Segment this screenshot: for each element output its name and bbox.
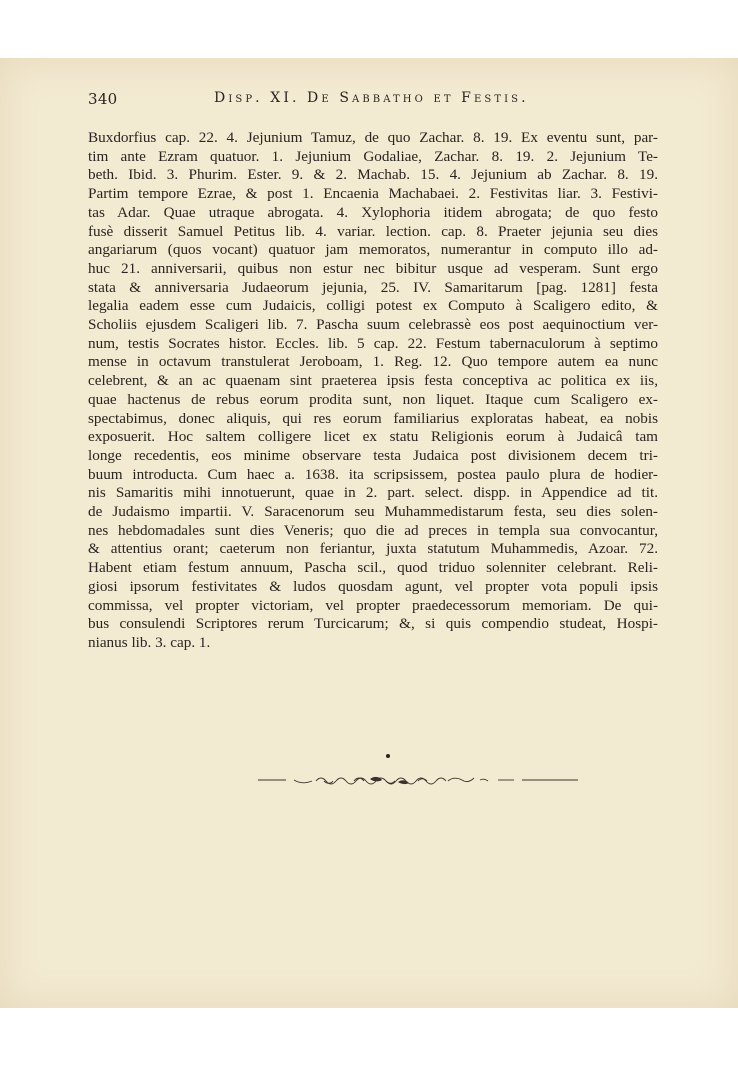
text-line: mense in octavum transtulerat Jeroboam, 1. Reg. 12. Quo tempore autem ea nunc bbox=[88, 353, 658, 371]
text-line: nianus lib. 3. cap. 1. bbox=[88, 633, 211, 651]
text-line: Partim tempore Ezrae, & post 1. Encaenia Machabaei. 2. Festivitas liar. 3. Festivi- bbox=[88, 185, 658, 203]
text-line: beth. Ibid. 3. Phurim. Ester. 9. & 2. Machab. 15. 4. Jejunium ab Zachar. 8. 19. bbox=[88, 166, 658, 184]
text-line: fusè disserit Samuel Petitus lib. 4. variar. lection. cap. 8. Praeter jejunia seu dies bbox=[88, 222, 658, 240]
text-line: commissa, vel propter victoriam, vel propter praedecessorum memoriam. De qui- bbox=[88, 596, 658, 614]
text-line: celebrent, & an ac quaenam sint praeterea ipsis festa conceptiva ac politica ex iis, bbox=[88, 372, 658, 390]
page-number: 340 bbox=[88, 90, 118, 108]
text-line: nes hebdomadales sunt dies Veneris; quo die ad preces in templa sua convocantur, bbox=[88, 521, 658, 539]
text-line: Scholiis ejusdem Scaligeri lib. 7. Pascha suum celebrassè eos post aequinoctium ver- bbox=[88, 316, 658, 334]
text-line: Buxdorfius cap. 22. 4. Jejunium Tamuz, de quo Zachar. 8. 19. Ex eventu sunt, par- bbox=[88, 129, 658, 146]
book-page bbox=[0, 58, 738, 1008]
text-line: quae hactenus de rebus eorum prodita sunt, non liquet. Itaque cum Scaligero ex- bbox=[88, 390, 658, 408]
text-line: num, testis Socrates histor. Eccles. lib. 5 cap. 22. Festum tabernaculorum à septimo bbox=[88, 334, 658, 352]
body-text bbox=[88, 129, 658, 653]
text-line: huc 21. anniversarii, quibus non estur nec bibitur usque ad vesperam. Sunt ergo bbox=[88, 259, 658, 277]
text-line: Habent etiam festum annuum, Pascha scil., quod triduo solenniter celebrant. Reli- bbox=[88, 559, 658, 577]
text-line: buum introducta. Cum haec a. 1638. ita scripsissem, postea paulo plura de hodier- bbox=[88, 465, 658, 483]
text-line: giosi ipsorum festivitates & ludos quosdam agunt, vel propter vota populi ipsis bbox=[88, 577, 658, 595]
text-line: legalia eadem esse cum Judaicis, colligi potest ex Computo à Scaligero edito, & bbox=[88, 297, 658, 315]
text-line: longe recedentis, eos minime observare testa Judaica post divisionem decem tri- bbox=[88, 446, 658, 464]
text-line: & attentius orant; caeterum non feriantur, juxta statutum Muhammedis, Azoar. 72. bbox=[88, 540, 658, 558]
ink-dot bbox=[386, 754, 390, 758]
text-line: tim ante Ezram quatuor. 1. Jejunium Godaliae, Zachar. 8. 19. 2. Jejunium Te- bbox=[88, 147, 658, 165]
text-line: tas Adar. Quae utraque abrogata. 4. Xylophoria itidem abrogata; de quo festo bbox=[88, 203, 658, 221]
text-line: de Judaismo impartii. V. Saracenorum seu Muhammedistarum festa, seu dies solen- bbox=[88, 503, 658, 521]
decorative-tailpiece-icon bbox=[258, 770, 578, 790]
text-line: spectabimus, donec aliquis, qui res eorum familiarius exploratas habeat, ea nobis bbox=[88, 409, 658, 427]
text-line: exposuerit. Hoc saltem colligere licet ex statu Religionis eorum à Judaicâ tam bbox=[88, 428, 658, 446]
text-line: stata & anniversaria Judaeorum jejunia, 25. IV. Samaritarum [pag. 1281] festa bbox=[88, 278, 658, 296]
text-line: bus consulendi Scriptores rerum Turcicarum; &, si quis compendio studeat, Hospi- bbox=[88, 615, 658, 633]
text-line: angariarum (quos vocant) quatuor jam memoratos, numerantur in computo illo ad- bbox=[88, 241, 658, 259]
text-line: nis Samaritis mihi innotuerunt, quae in 2. part. select. dispp. in Appendice ad tit. bbox=[88, 484, 658, 502]
running-head: Disp. XI. De Sabbatho et Festis. bbox=[214, 90, 529, 106]
